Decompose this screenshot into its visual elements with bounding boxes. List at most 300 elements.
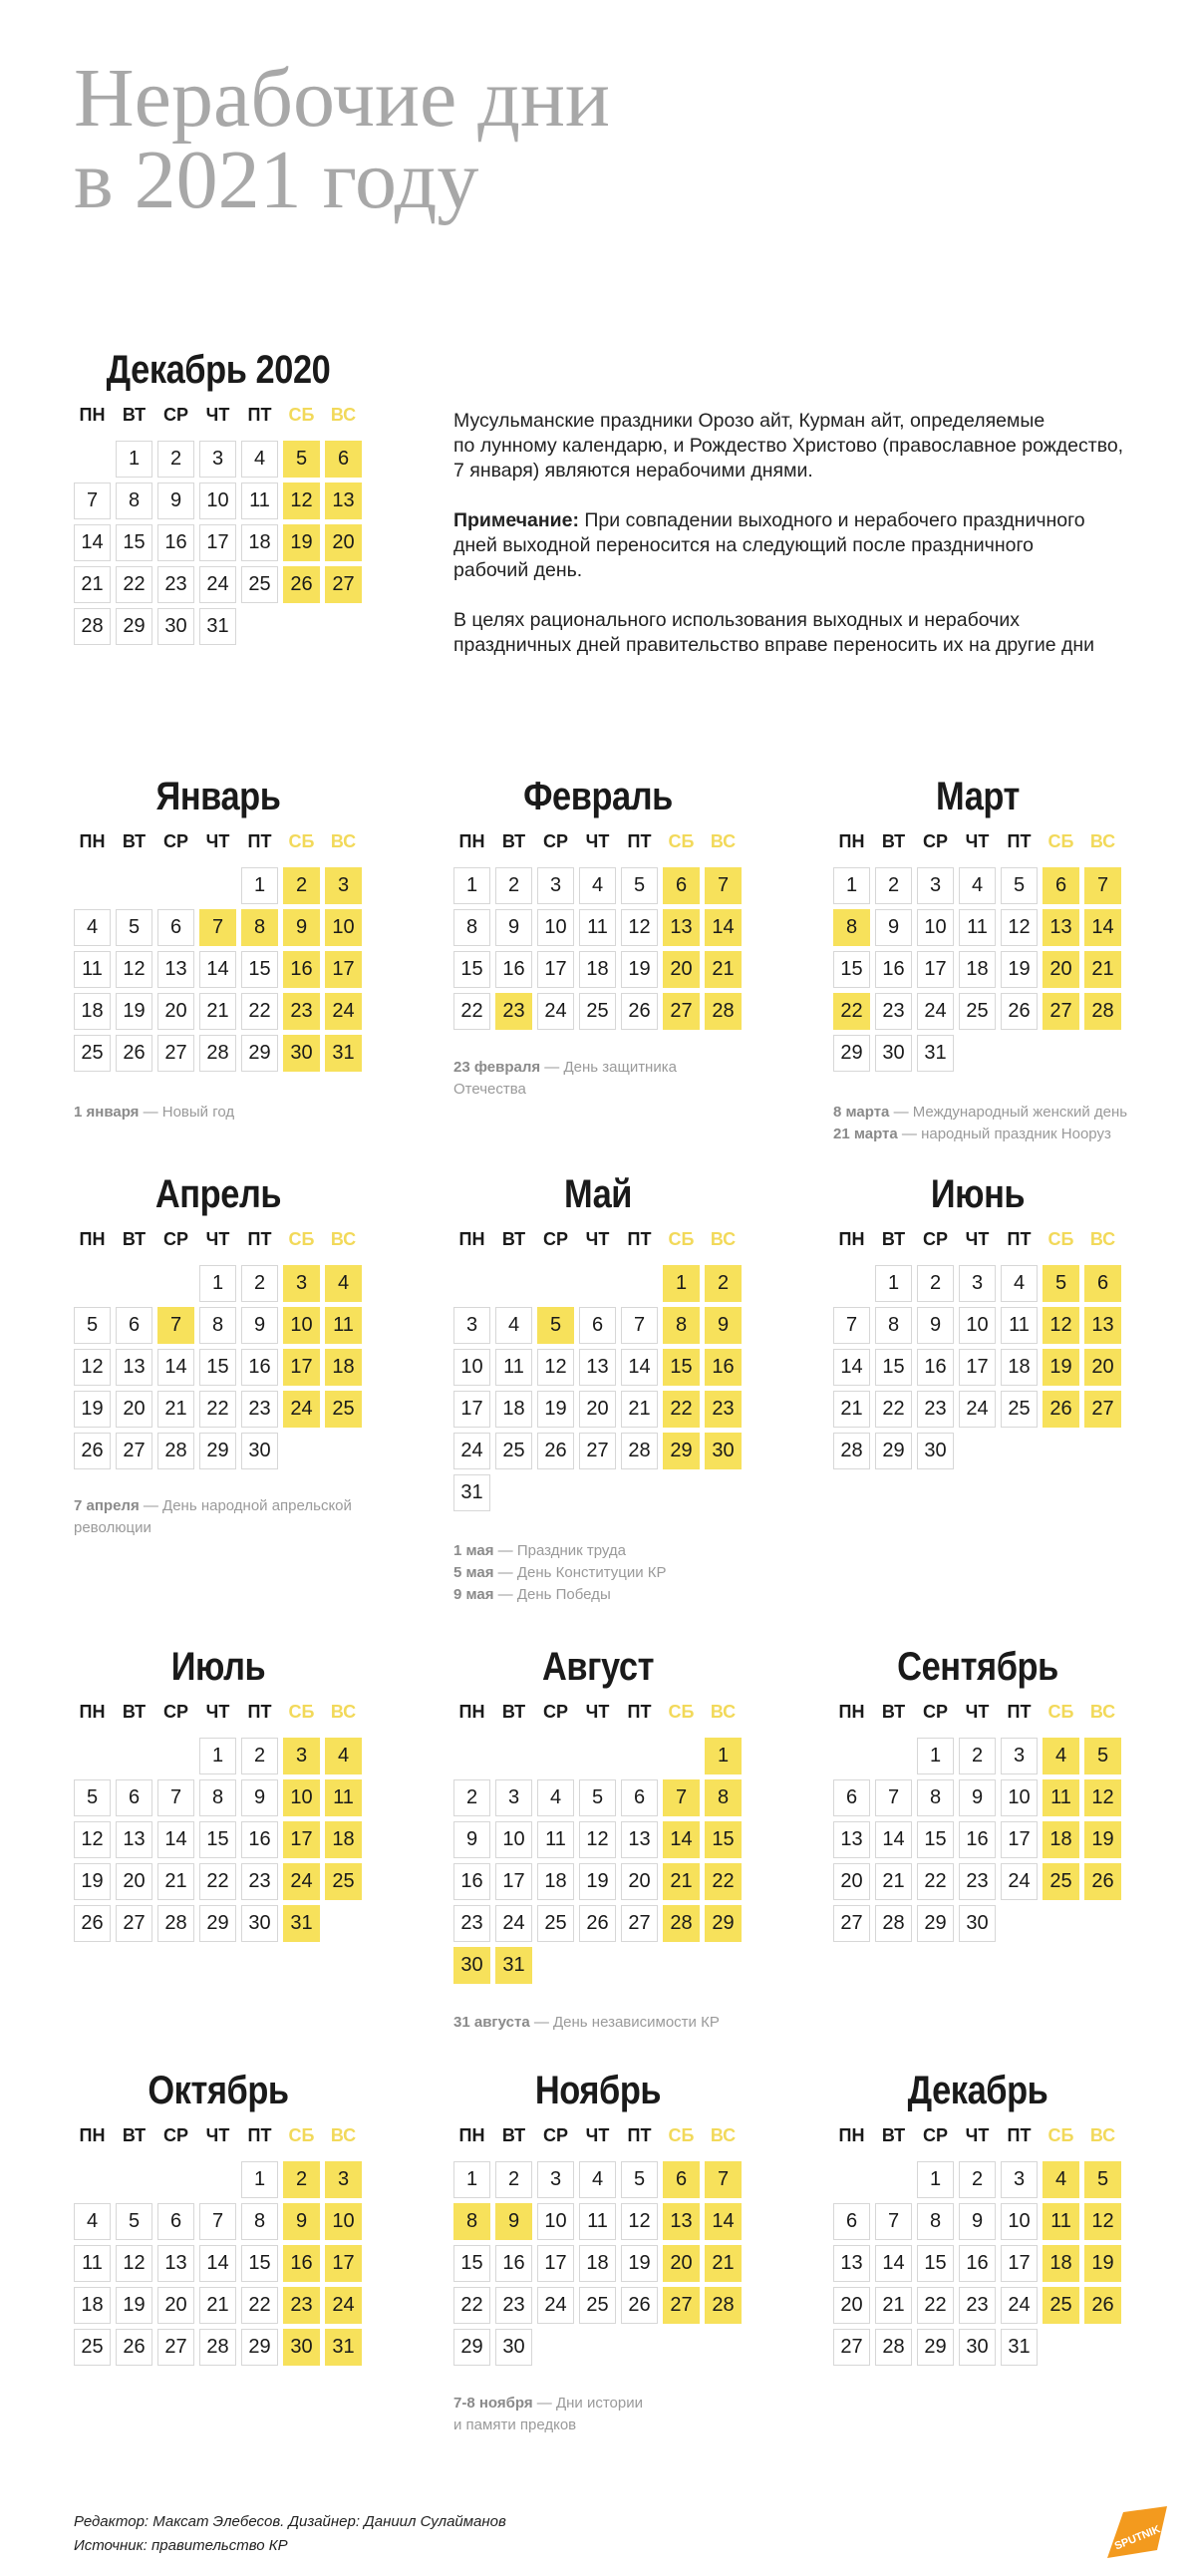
- day-cell: 7: [74, 483, 111, 519]
- note-separator: —: [493, 1542, 517, 1559]
- weekday-header: [833, 1696, 1122, 1728]
- day-cell: 1: [453, 867, 490, 904]
- day-cell: 13: [833, 1821, 870, 1858]
- weekday-label: СБ: [288, 405, 315, 425]
- day-cell: 16: [959, 1821, 996, 1858]
- day-cell: 25: [74, 1035, 111, 1072]
- day-cell: 21: [157, 1863, 194, 1900]
- day-cell: 28: [199, 1035, 236, 1072]
- day-cell: 3: [1001, 2161, 1038, 2198]
- day-cell: 9: [917, 1307, 954, 1344]
- day-grid: [833, 1738, 1122, 1987]
- weekday-label: ЧТ: [585, 831, 610, 851]
- day-cell: 16: [917, 1349, 954, 1386]
- weekday-label: ПТ: [1007, 1229, 1032, 1249]
- day-cell: 30: [495, 2329, 532, 2366]
- day-cell-holiday: 16: [705, 1349, 742, 1386]
- weekday-label: ЧТ: [585, 2125, 610, 2145]
- weekday-label: ЧТ: [585, 1229, 610, 1249]
- info-note: [453, 508, 1141, 583]
- weekday-label: ВТ: [501, 1229, 526, 1249]
- day-cell: 4: [959, 867, 996, 904]
- weekday-label: ПТ: [627, 1229, 652, 1249]
- day-cell-holiday: 14: [663, 1821, 700, 1858]
- day-cell-holiday: 7: [705, 867, 742, 904]
- day-cell-holiday: 14: [1084, 909, 1121, 946]
- weekday-header: [833, 825, 1122, 857]
- day-cell: 20: [833, 2287, 870, 2324]
- day-cell-holiday: 3: [325, 2161, 362, 2198]
- day-cell: 8: [917, 2203, 954, 2240]
- day-cell: 25: [495, 1433, 532, 1469]
- day-cell: 29: [875, 1433, 912, 1469]
- weekday-header: [74, 825, 363, 857]
- day-cell-holiday: 30: [283, 2329, 320, 2366]
- day-cell: 23: [453, 1905, 490, 1942]
- day-cell: 20: [157, 2287, 194, 2324]
- day-cell: 9: [495, 909, 532, 946]
- day-cell: 17: [495, 1863, 532, 1900]
- weekday-label: СР: [542, 831, 568, 851]
- weekday-label: ВС: [330, 831, 357, 851]
- weekday-label: СБ: [288, 831, 315, 851]
- day-cell: 29: [199, 1905, 236, 1942]
- day-cell: 8: [241, 2203, 278, 2240]
- day-cell: 9: [959, 1779, 996, 1816]
- day-cell: 6: [157, 2203, 194, 2240]
- day-cell-holiday: 24: [283, 1863, 320, 1900]
- page-title: [74, 52, 610, 226]
- weekday-header: [74, 399, 363, 431]
- day-cell: 11: [959, 909, 996, 946]
- holiday-note-date: 7 апреля: [74, 1497, 140, 1514]
- day-cell: 19: [537, 1391, 574, 1428]
- weekday-label: ПН: [458, 1229, 485, 1249]
- weekday-label: СБ: [288, 1702, 315, 1722]
- day-cell: 22: [116, 566, 152, 603]
- day-grid: [74, 2161, 363, 2411]
- day-cell: 24: [495, 1905, 532, 1942]
- day-cell-holiday: 18: [325, 1349, 362, 1386]
- day-cell-holiday: 17: [283, 1821, 320, 1858]
- day-cell: 3: [537, 2161, 574, 2198]
- month-name: Октябрь: [148, 2069, 289, 2112]
- weekday-label: ВТ: [122, 405, 147, 425]
- day-cell-holiday: 20: [1043, 951, 1079, 988]
- day-cell: 15: [199, 1821, 236, 1858]
- day-cell: 5: [74, 1779, 111, 1816]
- holiday-note-text: Дни истории и памяти предков: [453, 2395, 643, 2433]
- day-cell: 5: [621, 2161, 658, 2198]
- day-cell: 11: [537, 1821, 574, 1858]
- holiday-note-text: День народной апрельской революции: [74, 1497, 352, 1536]
- day-cell: 16: [495, 951, 532, 988]
- day-cell: 7: [833, 1307, 870, 1344]
- day-cell: 10: [495, 1821, 532, 1858]
- day-cell-holiday: 25: [1043, 2287, 1079, 2324]
- day-cell: 22: [453, 993, 490, 1030]
- holiday-note: [453, 2012, 772, 2034]
- day-grid: [453, 1738, 743, 1987]
- holiday-note: [453, 1584, 772, 1606]
- day-cell-holiday: 12: [1043, 1307, 1079, 1344]
- weekday-label: ВТ: [501, 831, 526, 851]
- weekday-header: [833, 1223, 1122, 1255]
- day-cell: 18: [959, 951, 996, 988]
- day-cell: 4: [579, 867, 616, 904]
- day-cell-holiday: 12: [1084, 2203, 1121, 2240]
- day-cell: 21: [875, 2287, 912, 2324]
- day-cell: 22: [917, 2287, 954, 2324]
- day-cell: 17: [537, 951, 574, 988]
- day-cell: 27: [833, 2329, 870, 2366]
- weekday-label: ПН: [79, 831, 106, 851]
- day-cell-holiday: 13: [663, 2203, 700, 2240]
- day-cell-holiday: 2: [283, 867, 320, 904]
- month-name: Сентябрь: [897, 1645, 1058, 1689]
- day-cell: 23: [959, 1863, 996, 1900]
- day-cell: 12: [1001, 909, 1038, 946]
- day-cell-holiday: 18: [325, 1821, 362, 1858]
- day-cell: 25: [74, 2329, 111, 2366]
- day-cell-holiday: 14: [705, 2203, 742, 2240]
- day-cell: 1: [241, 2161, 278, 2198]
- day-cell: 7: [157, 1779, 194, 1816]
- weekday-label: ПТ: [1007, 1702, 1032, 1722]
- weekday-label: ЧТ: [965, 1229, 990, 1249]
- day-cell-holiday: 19: [1084, 1821, 1121, 1858]
- day-cell: 26: [116, 1035, 152, 1072]
- day-cell-holiday: 27: [663, 993, 700, 1030]
- weekday-label: ЧТ: [205, 831, 230, 851]
- day-cell-holiday: 6: [663, 867, 700, 904]
- day-grid: [833, 867, 1122, 1117]
- day-cell: 31: [199, 608, 236, 645]
- day-cell: 14: [157, 1821, 194, 1858]
- day-cell: 24: [917, 993, 954, 1030]
- day-cell: 25: [959, 993, 996, 1030]
- day-cell: 19: [116, 2287, 152, 2324]
- weekday-label: ЧТ: [205, 2125, 230, 2145]
- day-cell: 11: [1001, 1307, 1038, 1344]
- day-cell: 26: [74, 1433, 111, 1469]
- holiday-note-date: 7-8 ноября: [453, 2395, 533, 2412]
- day-cell-holiday: 13: [1043, 909, 1079, 946]
- day-cell: 26: [116, 2329, 152, 2366]
- day-cell-holiday: 1: [705, 1738, 742, 1774]
- day-cell: 23: [959, 2287, 996, 2324]
- day-cell: 2: [157, 441, 194, 478]
- credits: [74, 2510, 506, 2558]
- day-cell-holiday: 17: [325, 951, 362, 988]
- day-cell: 9: [875, 909, 912, 946]
- day-cell: 1: [453, 2161, 490, 2198]
- day-cell: 4: [1001, 1265, 1038, 1302]
- day-cell-holiday: 5: [537, 1307, 574, 1344]
- day-cell: 14: [74, 524, 111, 561]
- day-cell: 23: [157, 566, 194, 603]
- note-separator: —: [139, 1104, 162, 1121]
- month-name: Декабрь 2020: [106, 348, 331, 392]
- day-cell: 28: [157, 1433, 194, 1469]
- day-cell: 3: [495, 1779, 532, 1816]
- day-cell: 28: [621, 1433, 658, 1469]
- day-cell: 26: [537, 1433, 574, 1469]
- day-cell: 5: [74, 1307, 111, 1344]
- weekday-label: ПТ: [247, 1229, 272, 1249]
- holiday-note: [453, 2393, 772, 2436]
- weekday-label: СБ: [668, 831, 695, 851]
- day-cell-holiday: 5: [1043, 1265, 1079, 1302]
- day-cell-holiday: 4: [325, 1265, 362, 1302]
- month-name: Декабрь: [907, 2069, 1048, 2112]
- holiday-note-date: 31 августа: [453, 2014, 530, 2031]
- day-cell: 4: [74, 2203, 111, 2240]
- day-grid: [833, 2161, 1122, 2411]
- logo-text: SPUTNIK: [1112, 2523, 1163, 2553]
- day-cell: 12: [116, 2245, 152, 2282]
- holiday-note-date: 1 мая: [453, 1542, 494, 1559]
- day-cell: 19: [74, 1391, 111, 1428]
- day-cell-holiday: 13: [325, 483, 362, 519]
- month-calendar: [833, 2068, 1122, 2411]
- day-cell: 5: [116, 2203, 152, 2240]
- month-name: Август: [541, 1645, 654, 1689]
- day-cell: 19: [621, 951, 658, 988]
- title-line-2: в 2021 году: [74, 134, 479, 226]
- day-cell: 4: [579, 2161, 616, 2198]
- day-cell-holiday: 23: [495, 993, 532, 1030]
- day-cell-holiday: 21: [1084, 951, 1121, 988]
- weekday-label: ЧТ: [205, 1229, 230, 1249]
- day-grid: [833, 1265, 1122, 1514]
- day-cell: 17: [917, 951, 954, 988]
- day-cell: 28: [199, 2329, 236, 2366]
- day-cell: 13: [579, 1349, 616, 1386]
- day-cell: 3: [199, 441, 236, 478]
- day-cell: 20: [157, 993, 194, 1030]
- month-calendar: [833, 774, 1122, 1117]
- day-cell-holiday: 28: [663, 1905, 700, 1942]
- day-cell-holiday: 23: [283, 993, 320, 1030]
- weekday-label: ВТ: [881, 1702, 906, 1722]
- day-cell: 16: [453, 1863, 490, 1900]
- day-cell: 10: [1001, 2203, 1038, 2240]
- day-cell: 18: [579, 951, 616, 988]
- day-cell-holiday: 10: [283, 1307, 320, 1344]
- weekday-header: [74, 1223, 363, 1255]
- weekday-header: [453, 1696, 743, 1728]
- day-cell: 21: [621, 1391, 658, 1428]
- day-cell-holiday: 11: [1043, 1779, 1079, 1816]
- weekday-label: СБ: [668, 2125, 695, 2145]
- day-cell: 29: [116, 608, 152, 645]
- day-cell-holiday: 16: [283, 2245, 320, 2282]
- day-cell-holiday: 23: [283, 2287, 320, 2324]
- day-cell-holiday: 25: [325, 1863, 362, 1900]
- credits-editor: Редактор: Максат Элебесов. Дизайнер: Даниил Сулайманов: [74, 2513, 506, 2530]
- day-cell: 13: [621, 1821, 658, 1858]
- day-cell: 11: [74, 2245, 111, 2282]
- holiday-note-text: День защитника Отечества: [453, 1059, 677, 1098]
- day-cell: 10: [199, 483, 236, 519]
- weekday-label: ВС: [330, 1702, 357, 1722]
- day-cell: 1: [917, 2161, 954, 2198]
- weekday-label: ВТ: [122, 2125, 147, 2145]
- day-cell: 14: [875, 1821, 912, 1858]
- weekday-label: ЧТ: [965, 2125, 990, 2145]
- holiday-note-text: День Победы: [516, 1586, 611, 1603]
- day-cell-holiday: 24: [283, 1391, 320, 1428]
- day-cell: 26: [74, 1905, 111, 1942]
- day-cell-holiday: 6: [325, 441, 362, 478]
- day-cell: 9: [241, 1779, 278, 1816]
- day-cell-holiday: 3: [283, 1738, 320, 1774]
- day-cell: 16: [157, 524, 194, 561]
- note-separator: —: [889, 1104, 913, 1121]
- month-name: Январь: [155, 775, 281, 818]
- day-cell-holiday: 8: [705, 1779, 742, 1816]
- month-calendar: [74, 347, 363, 690]
- day-cell: 3: [1001, 1738, 1038, 1774]
- month-calendar: [74, 1644, 363, 1987]
- month-name: Май: [563, 1172, 633, 1216]
- holiday-note: [453, 1540, 772, 1562]
- day-cell: 12: [621, 2203, 658, 2240]
- day-cell-holiday: 25: [325, 1391, 362, 1428]
- day-cell: 2: [495, 867, 532, 904]
- holiday-note: [833, 1102, 1152, 1124]
- day-cell: 18: [74, 2287, 111, 2324]
- day-cell-holiday: 20: [663, 2245, 700, 2282]
- day-cell-holiday: 6: [1043, 867, 1079, 904]
- day-cell: 11: [74, 951, 111, 988]
- holiday-note: [74, 1495, 393, 1539]
- day-cell-holiday: 4: [1043, 1738, 1079, 1774]
- day-cell: 1: [116, 441, 152, 478]
- day-cell-holiday: 28: [1084, 993, 1121, 1030]
- day-cell: 4: [74, 909, 111, 946]
- day-cell: 13: [116, 1821, 152, 1858]
- weekday-label: ЧТ: [205, 1702, 230, 1722]
- day-cell: 6: [833, 1779, 870, 1816]
- day-cell-holiday: 5: [1084, 1738, 1121, 1774]
- weekday-label: СБ: [288, 2125, 315, 2145]
- day-cell: 6: [833, 2203, 870, 2240]
- holiday-note-date: 1 января: [74, 1104, 140, 1121]
- day-cell-holiday: 2: [705, 1265, 742, 1302]
- weekday-label: СБ: [1047, 831, 1074, 851]
- weekday-header: [833, 2119, 1122, 2151]
- day-cell: 6: [579, 1307, 616, 1344]
- day-cell: 21: [74, 566, 111, 603]
- day-cell: 10: [917, 909, 954, 946]
- weekday-label: СР: [162, 1702, 188, 1722]
- holiday-notes: [453, 2012, 772, 2034]
- weekday-label: ВТ: [881, 2125, 906, 2145]
- holiday-note-text: День независимости КР: [553, 2014, 720, 2031]
- day-cell: 17: [199, 524, 236, 561]
- weekday-label: ПТ: [247, 1702, 272, 1722]
- day-cell-holiday: 15: [705, 1821, 742, 1858]
- day-cell: 30: [959, 1905, 996, 1942]
- day-cell: 15: [917, 2245, 954, 2282]
- holiday-note: [453, 1562, 772, 1584]
- day-cell: 2: [241, 1265, 278, 1302]
- day-cell-holiday: 26: [1084, 2287, 1121, 2324]
- day-cell: 4: [495, 1307, 532, 1344]
- holiday-note-text: народный праздник Нооруз: [921, 1126, 1111, 1142]
- day-cell-holiday: 4: [1043, 2161, 1079, 2198]
- day-cell: 11: [579, 909, 616, 946]
- day-cell-holiday: 17: [283, 1349, 320, 1386]
- day-cell: 10: [537, 909, 574, 946]
- day-cell: 19: [579, 1863, 616, 1900]
- day-cell-holiday: 12: [1084, 1779, 1121, 1816]
- day-cell-holiday: 26: [1043, 1391, 1079, 1428]
- day-cell: 20: [116, 1863, 152, 1900]
- day-cell: 11: [241, 483, 278, 519]
- day-cell: 8: [116, 483, 152, 519]
- day-cell: 29: [241, 1035, 278, 1072]
- day-cell-holiday: 7: [663, 1779, 700, 1816]
- holiday-note: [833, 1124, 1152, 1145]
- day-cell: 3: [917, 867, 954, 904]
- day-cell: 6: [116, 1779, 152, 1816]
- day-cell: 12: [116, 951, 152, 988]
- day-cell-holiday: 22: [663, 1391, 700, 1428]
- weekday-label: СР: [922, 831, 948, 851]
- day-cell: 27: [116, 1905, 152, 1942]
- day-cell: 24: [537, 2287, 574, 2324]
- day-cell-holiday: 25: [1043, 1863, 1079, 1900]
- weekday-label: ВТ: [501, 1702, 526, 1722]
- day-cell: 2: [917, 1265, 954, 1302]
- weekday-label: ВС: [330, 1229, 357, 1249]
- weekday-label: ВС: [330, 405, 357, 425]
- day-cell-holiday: 26: [283, 566, 320, 603]
- day-cell: 4: [241, 441, 278, 478]
- weekday-header: [74, 1696, 363, 1728]
- weekday-label: СБ: [1047, 1702, 1074, 1722]
- day-cell: 19: [621, 2245, 658, 2282]
- day-cell-holiday: 18: [1043, 1821, 1079, 1858]
- note-separator: —: [493, 1564, 517, 1581]
- day-grid: [453, 2161, 743, 2411]
- weekday-label: ПН: [458, 2125, 485, 2145]
- note-separator: —: [493, 1586, 517, 1603]
- day-cell-holiday: 22: [833, 993, 870, 1030]
- day-cell-holiday: 24: [325, 2287, 362, 2324]
- day-cell: 13: [833, 2245, 870, 2282]
- day-cell: 22: [199, 1391, 236, 1428]
- weekday-label: ПТ: [247, 831, 272, 851]
- day-cell: 11: [579, 2203, 616, 2240]
- day-cell-holiday: 31: [325, 1035, 362, 1072]
- day-cell-holiday: 6: [1084, 1265, 1121, 1302]
- weekday-label: ПТ: [627, 831, 652, 851]
- day-cell: 25: [1001, 1391, 1038, 1428]
- day-cell: 9: [959, 2203, 996, 2240]
- day-cell: 22: [875, 1391, 912, 1428]
- day-cell-holiday: 17: [325, 2245, 362, 2282]
- day-cell-holiday: 9: [705, 1307, 742, 1344]
- day-cell: 15: [833, 951, 870, 988]
- day-cell-holiday: 8: [663, 1307, 700, 1344]
- weekday-label: ВС: [330, 2125, 357, 2145]
- weekday-label: ПН: [458, 1702, 485, 1722]
- day-cell-holiday: 22: [705, 1863, 742, 1900]
